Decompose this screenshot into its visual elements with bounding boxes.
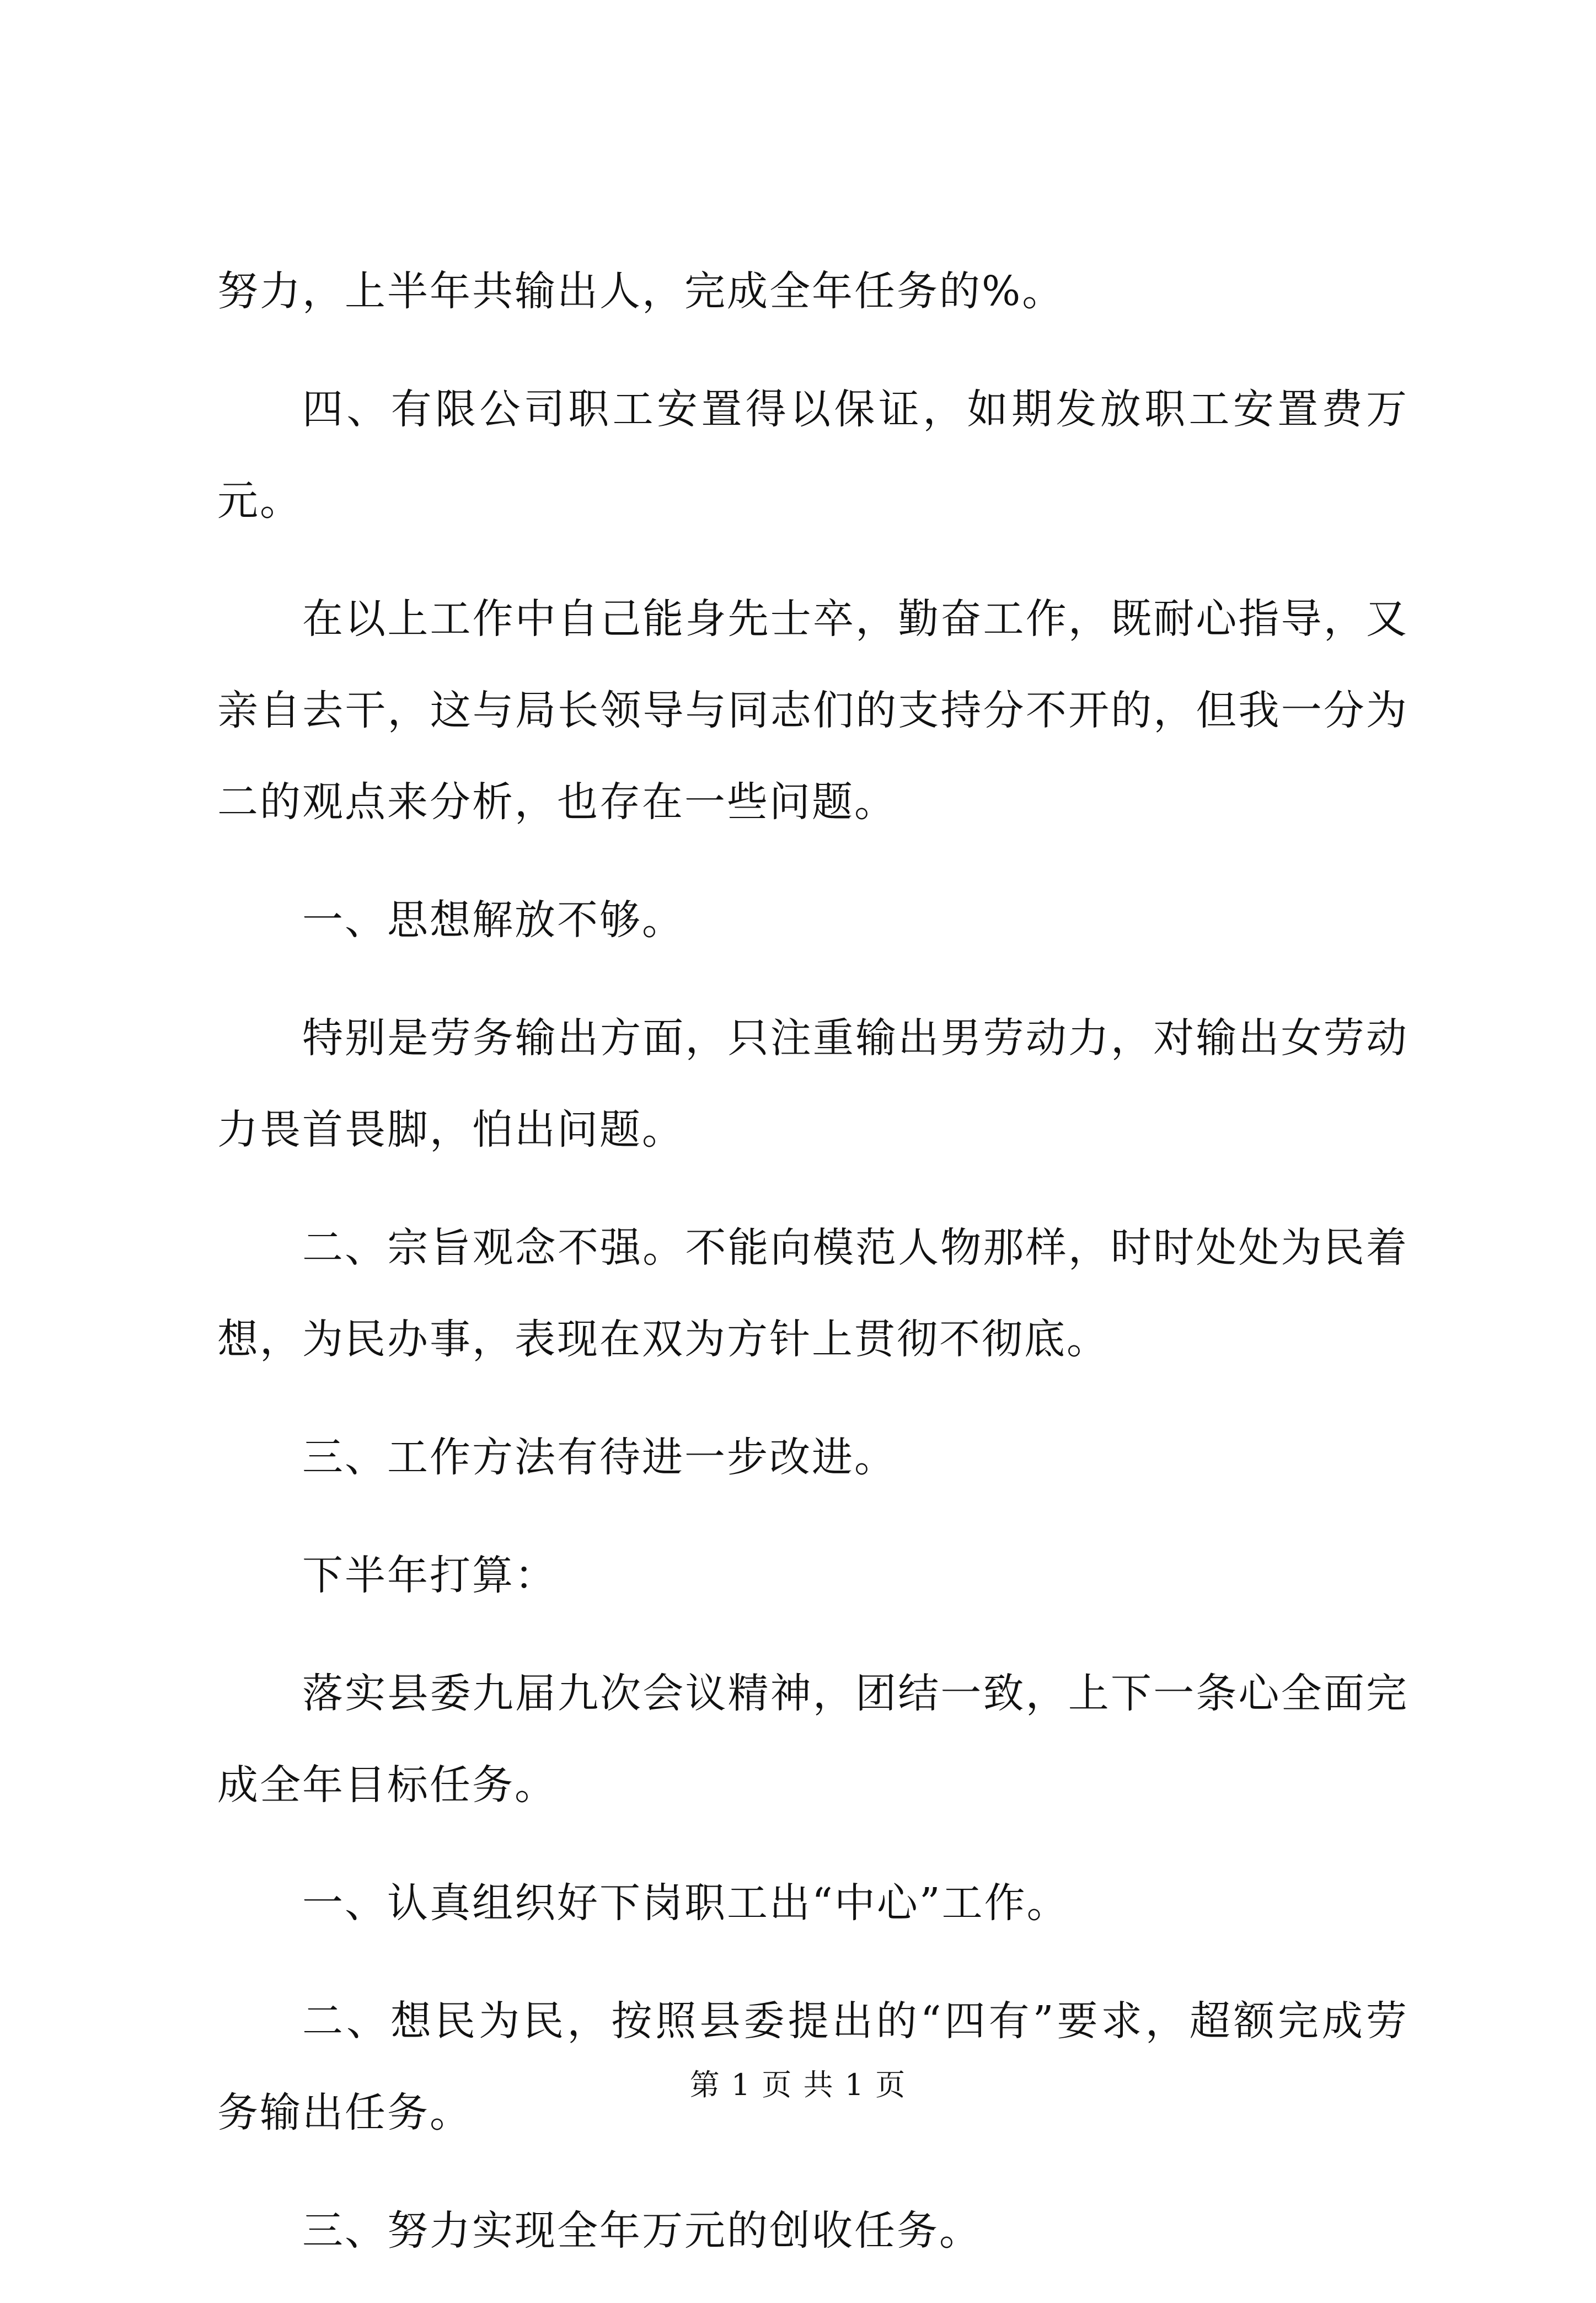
paragraph-8: 下半年打算：: [302, 1552, 557, 1599]
paragraph-10: 一、认真组织好下岗职工出“中心”工作。: [302, 1879, 1069, 1927]
paragraph-1: 努力，上半年共输出人，完成全年任务的%。: [217, 268, 1065, 315]
paragraph-7: 三、工作方法有待进一步改进。: [302, 1434, 897, 1481]
paragraph-11: 二、想民为民，按照县委提出的“四有”要求，超额完成劳务输出任务。: [217, 1997, 1408, 2136]
paragraph-6: 二、宗旨观念不强。不能向模范人物那样，时时处处为民着想，为民办事，表现在双为方针上贯彻不彻底。: [217, 1224, 1408, 1363]
paragraph-4: 一、思想解放不够。: [302, 896, 684, 944]
paragraph-5: 特别是劳务输出方面，只注重输出男劳动力，对输出女劳动力畏首畏脚，怕出问题。: [217, 1014, 1408, 1153]
document-body: [217, 245, 1408, 2303]
paragraph-9: 落实县委九届九次会议精神，团结一致，上下一条心全面完成全年目标任务。: [217, 1670, 1408, 1809]
page-footer: 第 1 页 共 1 页: [689, 2067, 907, 2102]
paragraph-3: 在以上工作中自己能身先士卒，勤奋工作，既耐心指导，又亲自去干，这与局长领导与同志们的支持分不开的，但我一分为二的观点来分析，也存在一些问题。: [217, 595, 1408, 826]
paragraph-12: 三、努力实现全年万元的创收任务。: [302, 2207, 982, 2254]
paragraph-2: 四、有限公司职工安置得以保证，如期发放职工安置费万元。: [217, 386, 1408, 525]
